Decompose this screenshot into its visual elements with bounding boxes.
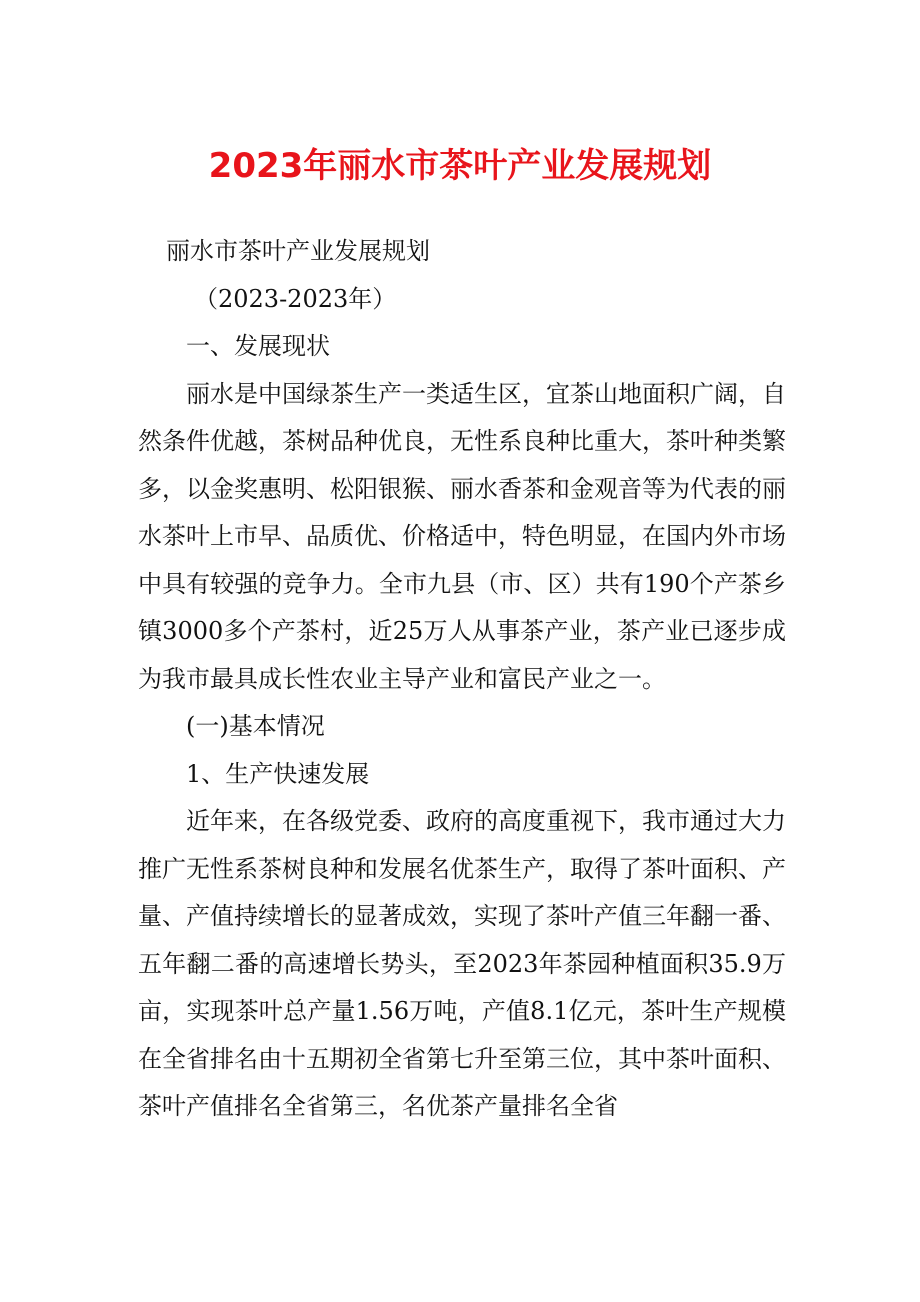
subsection-heading-1: (一)基本情况 bbox=[186, 712, 325, 740]
document-title: 2023年丽水市茶叶产业发展规划 bbox=[208, 146, 712, 186]
paragraph-1: 丽水是中国绿茶生产一类适生区，宜茶山地面积广阔，自然条件优越，茶树品种优良，无性系良种比重大，茶叶种类繁多，以金奖惠明、松阳银猴、丽水香茶和金观音等为代表的丽水茶叶上市早、品质优、价格适中，特色明显，在国内外市场中具有较强的竞争力。全市九县（市、区）共有190个产茶乡镇3000多个产茶村，近25万人从事茶产业，茶产业已逐步成为我市最具成长性农业主导产业和富民产业之一。 bbox=[138, 379, 786, 693]
document-period: （2023-2023年） bbox=[194, 284, 397, 313]
paragraph-2: 近年来，在各级党委、政府的高度重视下，我市通过大力推广无性系茶树良种和发展名优茶生产，取得了茶叶面积、产量、产值持续增长的显著成效，实现了茶叶产值三年翻一番、五年翻二番的高速增长势头，至2023年茶园种植面积35.9万亩，实现茶叶总产量1.56万吨，产值8.1亿元，茶叶生产规模在全省排名由十五期初全省第七升至第三位，其中茶叶面积、茶叶产值排名全省第三，名优茶产量排名全省 bbox=[138, 807, 786, 1120]
section-heading-1: 一、发展现状 bbox=[186, 332, 330, 360]
document-body bbox=[138, 228, 786, 1131]
item-heading-1: 1、生产快速发展 bbox=[186, 759, 370, 788]
document-subtitle: 丽水市茶叶产业发展规划 bbox=[166, 237, 430, 265]
